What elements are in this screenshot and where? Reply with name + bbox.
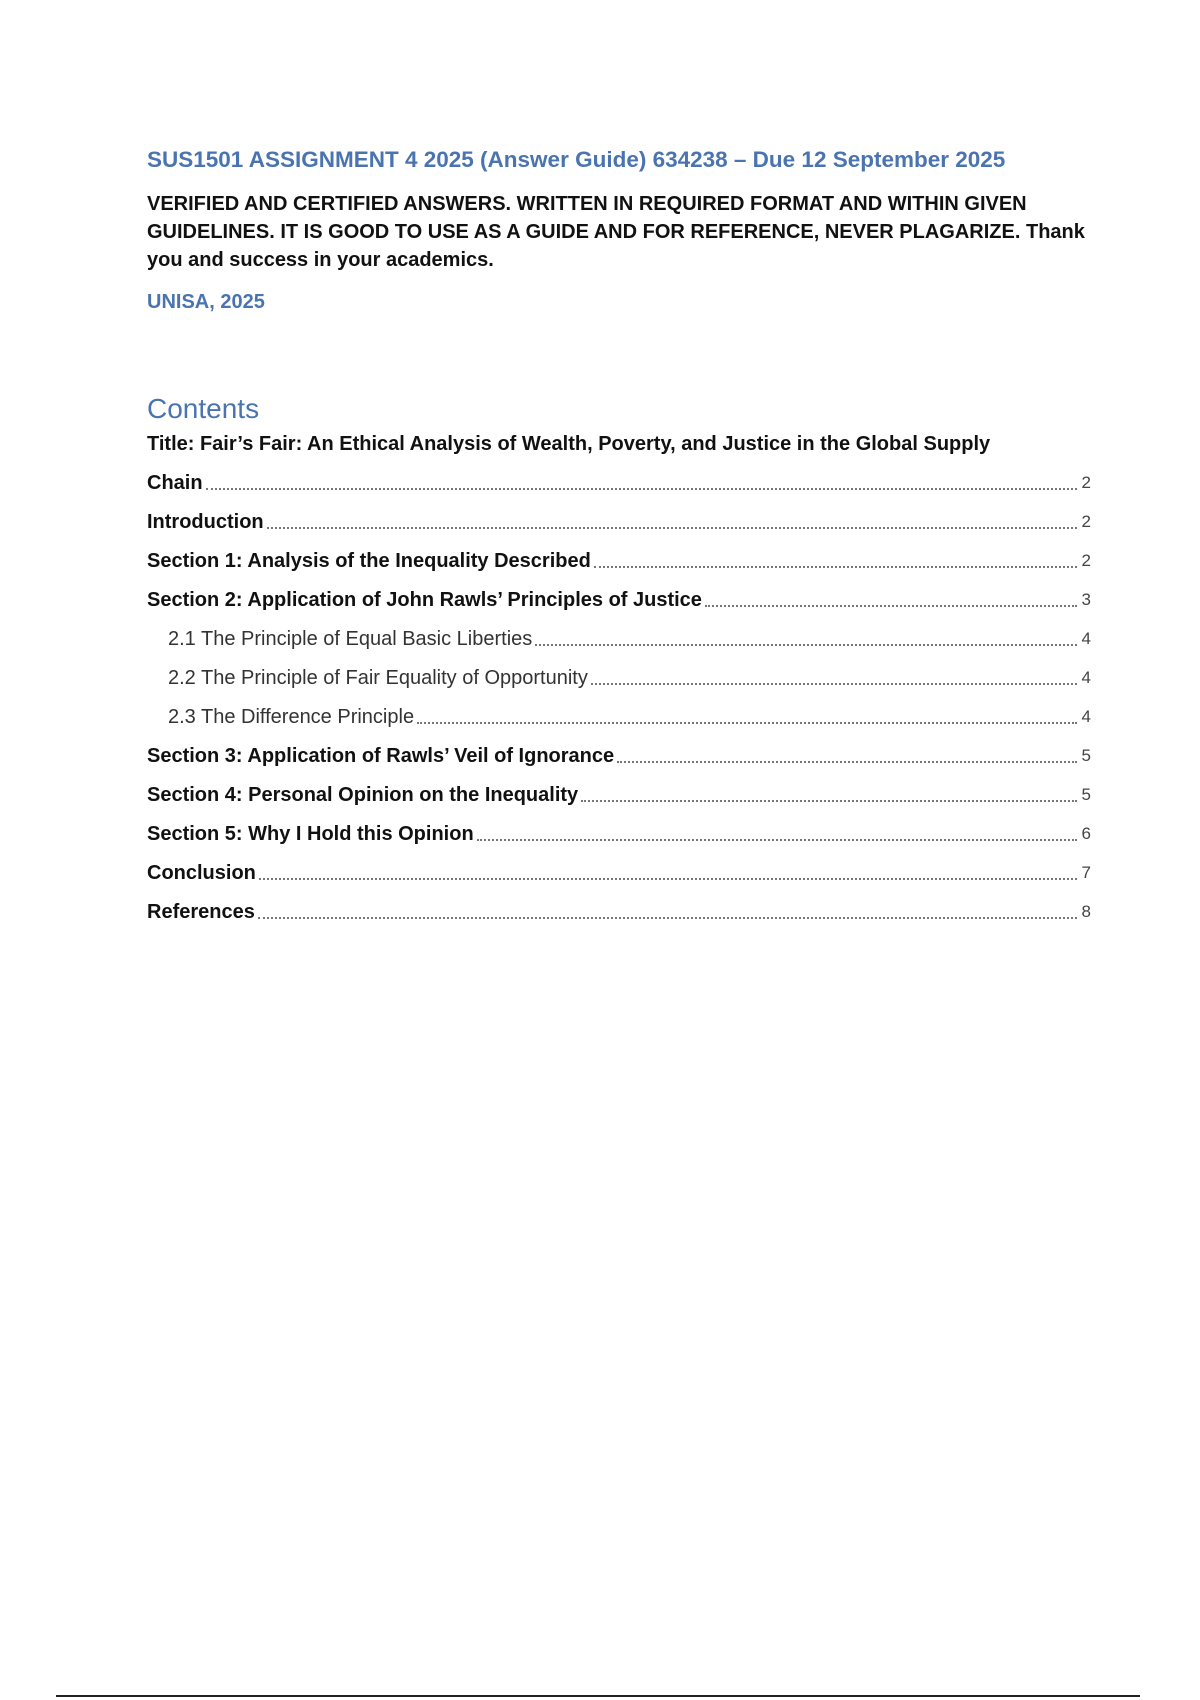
toc-entry-label: References: [147, 901, 255, 923]
toc-dot-leader: [417, 722, 1077, 724]
toc-entry-section-5[interactable]: [147, 809, 1091, 848]
toc-entry-section-2-2[interactable]: [147, 653, 1091, 692]
toc-entry-section-4[interactable]: [147, 770, 1091, 809]
table-of-contents: [147, 430, 1091, 926]
toc-dot-leader: [535, 644, 1077, 646]
toc-page-number: 4: [1081, 668, 1091, 687]
toc-entry-label: Section 4: Personal Opinion on the Inequality: [147, 784, 579, 806]
toc-entry-section-2-3[interactable]: [147, 692, 1091, 731]
toc-page-number: 5: [1081, 785, 1091, 804]
toc-dot-leader: [259, 878, 1077, 880]
page-content: [147, 144, 1091, 926]
toc-entry-label: 2.2 The Principle of Fair Equality of Opportunity: [168, 667, 588, 689]
toc-entry-section-1[interactable]: [147, 536, 1091, 575]
toc-dot-leader: [594, 566, 1077, 568]
toc-dot-leader: [617, 761, 1077, 763]
toc-entry-references[interactable]: [147, 887, 1091, 926]
toc-heading: Contents: [147, 393, 260, 424]
toc-page-number: 4: [1081, 629, 1091, 648]
toc-page-number: 6: [1081, 824, 1091, 843]
toc-entry-label: Title: Fair’s Fair: An Ethical Analysis of Wealth, Poverty, and Justice in the Global Supply: [147, 433, 991, 455]
toc-page-number: 7: [1081, 863, 1091, 882]
institution-line: UNISA, 2025: [147, 291, 265, 313]
toc-page-number: 5: [1081, 746, 1091, 765]
toc-dot-leader: [267, 527, 1077, 529]
toc-page-number: 2: [1081, 551, 1091, 570]
toc-entry-section-2-1[interactable]: [147, 614, 1091, 653]
toc-entry-label: Chain: [147, 472, 203, 494]
toc-entry-label: Section 1: Analysis of the Inequality Described: [147, 550, 591, 572]
toc-page-number: 3: [1081, 590, 1091, 609]
footer-divider: [56, 1695, 1140, 1697]
toc-entry-introduction[interactable]: [147, 497, 1091, 536]
toc-entry-title[interactable]: [147, 430, 1091, 497]
toc-page-number: 4: [1081, 707, 1091, 726]
toc-entry-label: Section 2: Application of John Rawls’ Principles of Justice: [147, 589, 702, 611]
toc-entry-label: Section 5: Why I Hold this Opinion: [147, 823, 474, 845]
toc-dot-leader: [206, 488, 1077, 490]
toc-dot-leader: [258, 917, 1077, 919]
document-title: SUS1501 ASSIGNMENT 4 2025 (Answer Guide) 634238 – Due 12 September 2025: [147, 147, 1006, 172]
toc-entry-label: 2.1 The Principle of Equal Basic Liberties: [168, 628, 533, 650]
toc-entry-label: Section 3: Application of Rawls’ Veil of Ignorance: [147, 745, 615, 767]
toc-page-number: 2: [1081, 512, 1091, 531]
toc-entry-label: Conclusion: [147, 862, 256, 884]
toc-page-number: 2: [1081, 473, 1091, 492]
toc-page-number: 8: [1081, 902, 1091, 921]
toc-dot-leader: [477, 839, 1077, 841]
toc-dot-leader: [581, 800, 1077, 802]
toc-entry-section-3[interactable]: [147, 731, 1091, 770]
toc-entry-label: Introduction: [147, 511, 264, 533]
toc-dot-leader: [705, 605, 1077, 607]
toc-dot-leader: [591, 683, 1077, 685]
toc-entry-label: 2.3 The Difference Principle: [168, 706, 415, 728]
toc-entry-section-2[interactable]: [147, 575, 1091, 614]
toc-entry-conclusion[interactable]: [147, 848, 1091, 887]
notice-paragraph: VERIFIED AND CERTIFIED ANSWERS. WRITTEN IN REQUIRED FORMAT AND WITHIN GIVEN GUIDELINES. IT IS GOOD TO USE AS A GUIDE AND FOR REFERENCE, NEVER PLAGARIZE. Thank you and success in your academics.: [147, 193, 1085, 271]
